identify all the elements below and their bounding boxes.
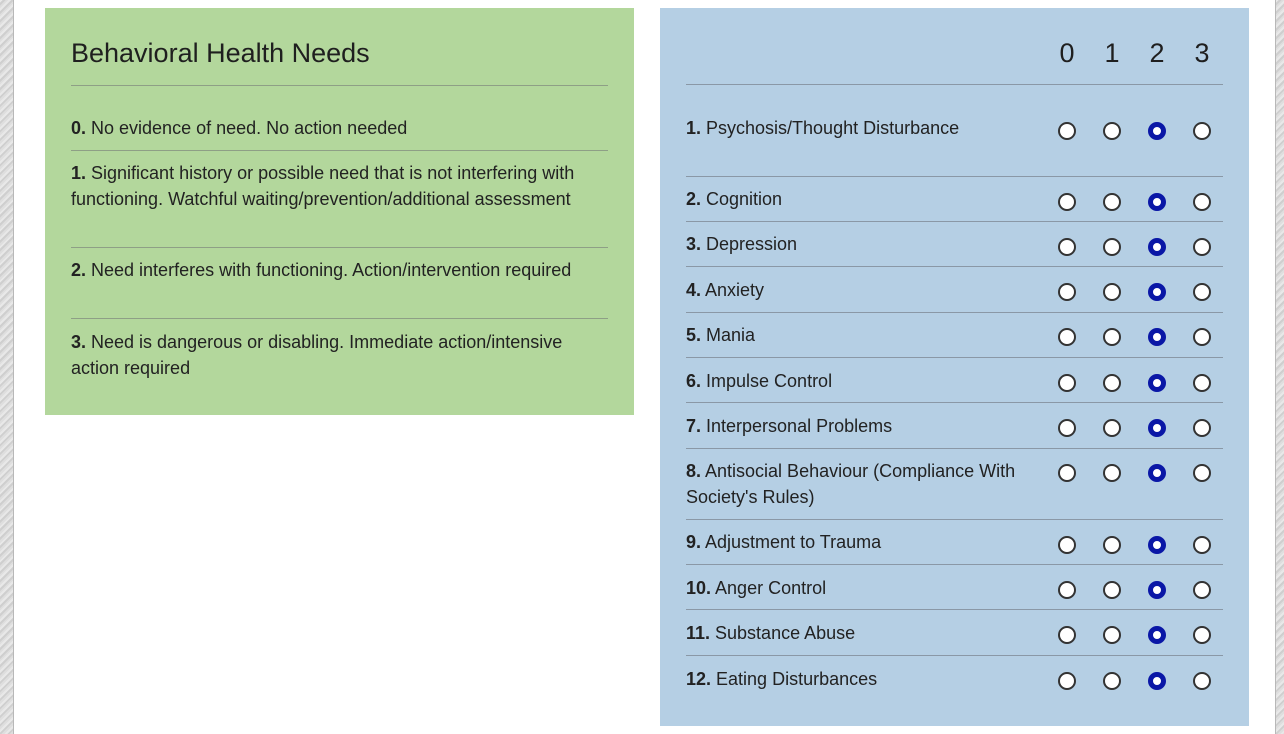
need-item-text: Psychosis/Thought Disturbance [701,118,960,138]
need-item-text: Anger Control [711,578,827,598]
need-item-number: 9. [686,532,702,552]
rating-radio-0[interactable] [1058,374,1076,392]
rating-radio-2[interactable] [1148,419,1166,437]
rating-radio-2[interactable] [1148,374,1166,392]
rating-radio-1[interactable] [1103,122,1121,140]
legend-divider [71,318,608,319]
rating-radio-3[interactable] [1193,419,1211,437]
rating-radio-0[interactable] [1058,283,1076,301]
rating-legend-panel [45,8,634,415]
rating-radio-0[interactable] [1058,464,1076,482]
legend-item-number: 2. [71,260,87,280]
need-item-text: Adjustment to Trauma [701,532,882,552]
rating-radio-2[interactable] [1148,283,1166,301]
page-edge-left [0,0,14,734]
rating-radio-0[interactable] [1058,536,1076,554]
rating-radio-3[interactable] [1193,193,1211,211]
rating-radio-1[interactable] [1103,672,1121,690]
need-item-text: Depression [701,234,798,254]
need-item-label [686,115,1016,141]
rating-radio-2[interactable] [1148,193,1166,211]
needs-rating-panel [660,8,1249,726]
need-item-number: 10. [686,578,712,598]
rating-radio-2[interactable] [1148,581,1166,599]
rating-radio-2[interactable] [1148,672,1166,690]
rating-radio-3[interactable] [1193,464,1211,482]
need-item-text: Interpersonal Problems [701,416,893,436]
legend-item-text: Need is dangerous or disabling. Immediate action/intensive action required [71,332,563,378]
scale-header-0: 0 [1059,38,1075,68]
rating-radio-2[interactable] [1148,536,1166,554]
need-item-number: 11. [686,623,711,643]
need-item-label [686,529,1016,555]
legend-item-number: 3. [71,332,87,352]
legend-divider [71,150,608,151]
need-item-text: Anxiety [701,280,765,300]
rating-radio-1[interactable] [1103,283,1121,301]
need-item-text: Mania [701,325,756,345]
rating-radio-1[interactable] [1103,328,1121,346]
row-divider [686,176,1223,177]
need-item-label [686,322,1016,348]
need-item-number: 4. [686,280,702,300]
rating-radio-3[interactable] [1193,238,1211,256]
rating-radio-1[interactable] [1103,374,1121,392]
legend-item-number: 0. [71,118,87,138]
need-item-label [686,231,1016,257]
rating-radio-1[interactable] [1103,193,1121,211]
need-item-label [686,186,1016,212]
header-divider [686,84,1223,85]
need-item-text: Cognition [701,189,783,209]
rating-radio-3[interactable] [1193,122,1211,140]
legend-item-3 [71,329,608,381]
rating-radio-0[interactable] [1058,672,1076,690]
scale-header-3: 3 [1194,38,1210,68]
need-item-text: Impulse Control [701,371,833,391]
legend-item-0 [71,115,608,141]
need-item-label [686,575,1016,601]
row-divider [686,221,1223,222]
rating-radio-0[interactable] [1058,122,1076,140]
row-divider [686,266,1223,267]
legend-title: Behavioral Health Needs [71,38,370,68]
rating-radio-2[interactable] [1148,464,1166,482]
rating-radio-0[interactable] [1058,193,1076,211]
row-divider [686,609,1223,610]
row-divider [686,357,1223,358]
rating-radio-0[interactable] [1058,581,1076,599]
rating-radio-0[interactable] [1058,238,1076,256]
legend-item-1 [71,160,608,212]
need-item-number: 3. [686,234,702,254]
rating-radio-3[interactable] [1193,328,1211,346]
need-item-number: 7. [686,416,702,436]
row-divider [686,448,1223,449]
need-item-label [686,620,1016,646]
scale-header-2: 2 [1149,38,1165,68]
need-item-label [686,458,1016,510]
rating-radio-0[interactable] [1058,419,1076,437]
rating-radio-3[interactable] [1193,581,1211,599]
need-item-number: 6. [686,371,702,391]
row-divider [686,312,1223,313]
need-item-label [686,666,1016,692]
rating-radio-3[interactable] [1193,672,1211,690]
need-item-number: 8. [686,461,702,481]
need-item-text: Eating Disturbances [711,669,878,689]
row-divider [686,655,1223,656]
rating-radio-2[interactable] [1148,238,1166,256]
legend-item-text: Need interferes with functioning. Action/intervention required [86,260,572,280]
rating-radio-1[interactable] [1103,536,1121,554]
scale-header-1: 1 [1104,38,1120,68]
rating-radio-0[interactable] [1058,626,1076,644]
rating-radio-1[interactable] [1103,581,1121,599]
rating-radio-3[interactable] [1193,283,1211,301]
need-item-number: 5. [686,325,702,345]
rating-radio-1[interactable] [1103,238,1121,256]
rating-radio-1[interactable] [1103,419,1121,437]
rating-radio-3[interactable] [1193,536,1211,554]
need-item-number: 2. [686,189,702,209]
need-item-label [686,368,1016,394]
page-edge-right [1275,0,1284,734]
legend-item-text: No evidence of need. No action needed [86,118,408,138]
need-item-number: 12. [686,669,712,689]
legend-item-2 [71,257,608,283]
rating-radio-2[interactable] [1148,328,1166,346]
rating-radio-2[interactable] [1148,626,1166,644]
need-item-text: Antisocial Behaviour (Compliance With Society's Rules) [686,461,1016,507]
row-divider [686,519,1223,520]
rating-radio-0[interactable] [1058,328,1076,346]
rating-radio-1[interactable] [1103,626,1121,644]
legend-item-text: Significant history or possible need that is not interfering with functioning. Watchful waiting/prevention/additional assessment [71,163,575,209]
rating-radio-3[interactable] [1193,626,1211,644]
row-divider [686,402,1223,403]
rating-radio-3[interactable] [1193,374,1211,392]
rating-radio-1[interactable] [1103,464,1121,482]
need-item-text: Substance Abuse [710,623,856,643]
legend-divider [71,247,608,248]
row-divider [686,564,1223,565]
need-item-label [686,277,1016,303]
rating-radio-2[interactable] [1148,122,1166,140]
legend-item-number: 1. [71,163,87,183]
need-item-label [686,413,1016,439]
need-item-number: 1. [686,118,702,138]
legend-divider [71,85,608,86]
